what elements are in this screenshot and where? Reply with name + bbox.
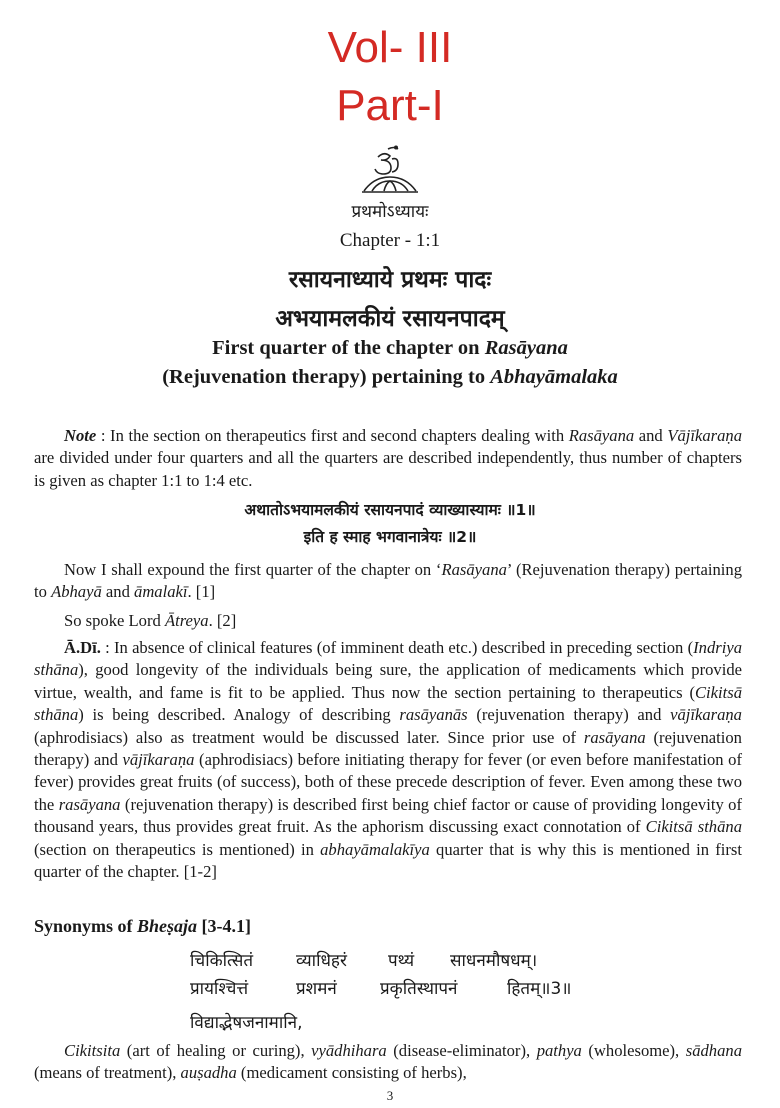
verse-word: प्रशमनं [296,979,337,999]
verse-2-row-2 [0,976,780,1000]
sanskrit-title-2: अभयामलकीयं रसायनपादम् [275,306,505,332]
om-lotus-emblem [358,145,422,197]
verse-2-row-3: विद्याद्भेषजनामानि, [190,1013,303,1033]
verse-word: चिकित्सितं [190,951,254,971]
english-title-line-1: First quarter of the chapter on Rasāyana [212,337,568,359]
verse-2-row-1 [0,948,780,972]
chapter-sanskrit-label: प्रथमोऽध्यायः [351,202,429,222]
translation-paragraph: Now I shall expound the first quarter of the chapter on ‘Rasāyana’ (Rejuvenation therapy) pertaining to Abhayā and āmalakī. [1] [34,560,743,602]
part-title: Part-I [336,81,444,130]
verse-1-line-1: अथातोऽभयामलकीयं रसायनपादं व्याख्यास्यामः ॥1॥ [244,501,536,519]
verse-word: पथ्यं [388,951,415,971]
verse-word: प्रायश्चित्तं [190,979,249,999]
chapter-number: Chapter - 1:1 [339,230,441,251]
synonyms-heading: Synonyms of Bheṣaja [3-4.1] [34,916,252,936]
commentary-paragraph: Ā.Dī. : In absence of clinical features (of imminent death etc.) described in preceding section (Indriya sthāna), good longevity of the individuals being sure, the application of medicaments which provide virtue, wealth, and fame is fit to be applied. Thus now the section pertaining to therapeutics (Cikitsā sthāna) is being described. Analogy of describing rasāyanās (rejuvenation therapy) and vājīkaraṇa (aphrodisiacs) also as treatment would be discussed later. Since prior use of rasāyana (rejuvenation therapy) and vājīkaraṇa (aphrodisiacs) before initiating therapy for fever (or even before manifestation of fever) provides great fruits (of success), both of these precede description of fever. Even among these two the rasāyana (rejuvenation therapy) is described first being chief factor or cause of providing longevity of thousand years, thus provides great fruit. As the aphorism discussing exact connotation of Cikitsā sthāna (section on therapeutics is mentioned) in abhayāmalakīya quarter that is why this is mentioned in first quarter of the chapter. [1-2] [34,638,743,882]
verse-word: हितम्॥3॥ [507,979,572,999]
verse-word: प्रकृतिस्थापनं [380,979,458,999]
sanskrit-title-1: रसायनाध्याये प्रथमः पादः [288,267,492,293]
verse-word: साधनमौषधम्। [450,951,538,971]
page-number: 3 [386,1088,394,1103]
verse-word: व्याधिहरं [296,951,347,971]
synonyms-translation-paragraph: Cikitsita (art of healing or curing), vyādhihara (disease-eliminator), pathya (wholesome), sādhana (means of treatment), auṣadha (medicament consisting of herbs), [34,1041,742,1083]
english-title-line-2: (Rejuvenation therapy) pertaining to Abhayāmalaka [162,366,618,388]
verse-1-line-2: इति ह स्माह भगवानात्रेयः ॥2॥ [303,528,477,546]
attribution-paragraph: So spoke Lord Ātreya. [2] [64,611,237,630]
volume-title: Vol- III [327,23,453,72]
note-paragraph: Note : In the section on therapeutics first and second chapters dealing with Rasāyana and Vājīkaraṇa are divided under four quarters and all the quarters are described independently, thus number of chapters is given as chapter 1:1 to 1:4 etc. [34,426,742,490]
